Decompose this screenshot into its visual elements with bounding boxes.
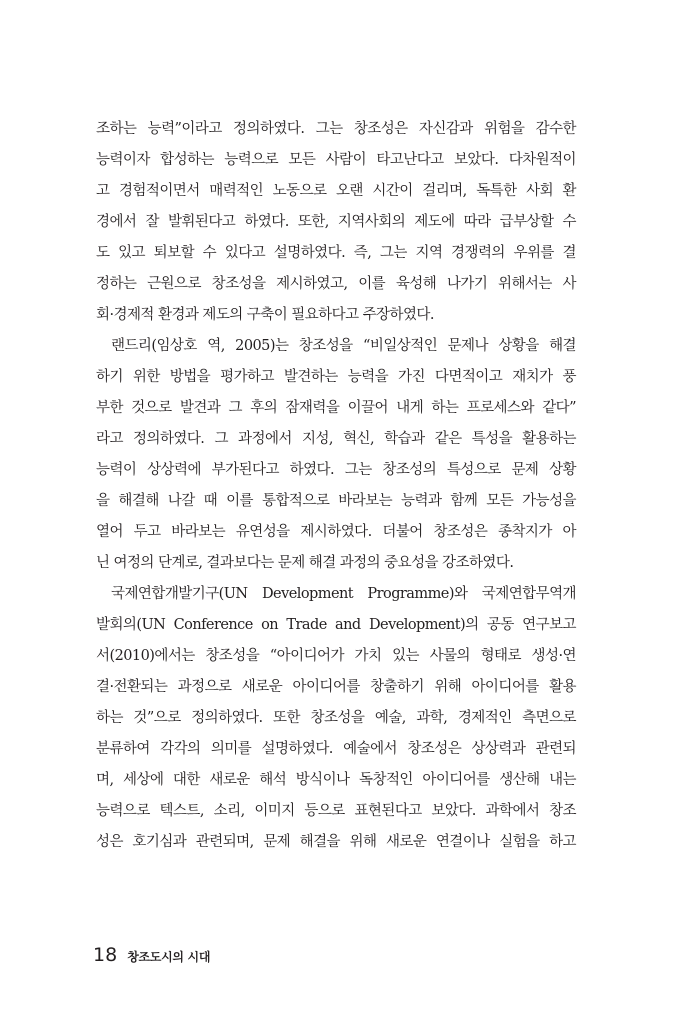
paragraph-landry [96, 331, 576, 579]
text-line: 부한 것으로 발견과 그 후의 잠재력을 이끌어 내게 하는 프로세스와 같다” [96, 400, 576, 416]
text-line: 하기 위한 방법을 평가하고 발견하는 능력을 가진 다면적이고 재치가 풍 [96, 369, 576, 385]
text-line: 결·전환되는 과정으로 새로운 아이디어를 창출하기 위해 아이디어를 활용 [96, 679, 576, 695]
body-text [96, 114, 576, 858]
text-line: 고 경험적이면서 매력적인 노동으로 오랜 시간이 걸리며, 독특한 사회 환 [96, 183, 576, 199]
running-title: 창조도시의 시대 [127, 950, 211, 964]
text-line: 회·경제적 환경과 제도의 구축이 필요하다고 주장하였다. [96, 307, 434, 323]
paragraph-undp-unctad [96, 579, 576, 858]
text-line: 능력이자 합성하는 능력으로 모든 사람이 타고난다고 보았다. 다차원적이 [96, 152, 576, 168]
text-line: 정하는 근원으로 창조성을 제시하였고, 이를 육성해 나가기 위해서는 사 [96, 276, 576, 292]
text-line: 분류하여 각각의 의미를 설명하였다. 예술에서 창조성은 상상력과 관련되 [96, 741, 576, 757]
text-line: 닌 여정의 단계로, 결과보다는 문제 해결 과정의 중요성을 강조하였다. [96, 555, 514, 571]
text-line: 발회의(UN Conference on Trade and Development)의 공동 연구보고 [96, 617, 576, 633]
text-line: 능력으로 텍스트, 소리, 이미지 등으로 표현된다고 보았다. 과학에서 창조 [96, 803, 576, 819]
text-line: 도 있고 퇴보할 수 있다고 설명하였다. 즉, 그는 지역 경쟁력의 우위를 결 [96, 245, 576, 261]
text-line: 경에서 잘 발휘된다고 하였다. 또한, 지역사회의 제도에 따라 급부상할 수 [96, 214, 576, 230]
page-footer [93, 944, 210, 970]
text-line: 며, 세상에 대한 새로운 해석 방식이나 독창적인 아이디어를 생산해 내는 [96, 772, 576, 788]
text-line: 하는 것”으로 정의하였다. 또한 창조성을 예술, 과학, 경제적인 측면으로 [96, 710, 576, 726]
text-line: 조하는 능력”이라고 정의하였다. 그는 창조성은 자신감과 위험을 감수한 [96, 121, 576, 137]
text-line: 랜드리(임상호 역, 2005)는 창조성을 “비일상적인 문제나 상황을 해결 [111, 338, 576, 354]
text-line: 열어 두고 바라보는 유연성을 제시하였다. 더불어 창조성은 종착지가 아 [96, 524, 576, 540]
text-line: 성은 호기심과 관련되며, 문제 해결을 위해 새로운 연결이나 실험을 하고 [96, 834, 576, 850]
text-line: 능력이 상상력에 부가된다고 하였다. 그는 창조성의 특성으로 문제 상황 [96, 462, 576, 478]
text-line: 라고 정의하였다. 그 과정에서 지성, 혁신, 학습과 같은 특성을 활용하는 [96, 431, 576, 447]
paragraph-creativity-definition-continued [96, 114, 576, 331]
page-number: 18 [93, 944, 118, 966]
text-line: 서(2010)에서는 창조성을 “아이디어가 가치 있는 사물의 형태로 생성·연 [96, 648, 576, 664]
text-line: 국제연합개발기구(UN Development Programme)와 국제연합무역개 [111, 586, 576, 602]
text-line: 을 해결해 나갈 때 이를 통합적으로 바라보는 능력과 함께 모든 가능성을 [96, 493, 576, 509]
